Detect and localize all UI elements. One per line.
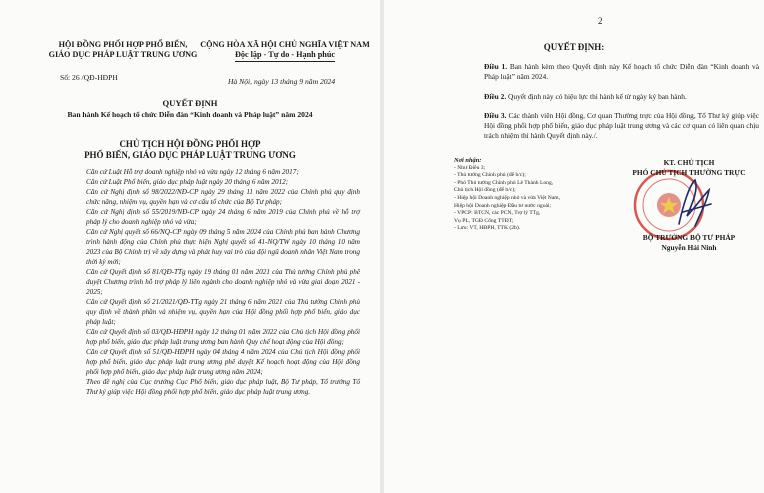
page-2 [384,0,764,493]
article-1-text: Ban hành kèm theo Quyết định này Kế hoạch tổ chức Diễn đàn “Kinh doanh và Pháp luật” năm 2024. [484,62,759,81]
page-1 [0,0,380,493]
signer-name: Nguyễn Hải Ninh [661,243,717,252]
place-date: Hà Nội, ngày 13 tháng 9 năm 2024 [228,77,336,86]
basis-item: Căn cứ Nghị định số 98/2022/NĐ-CP ngày 29 tháng 11 năm 2022 của Chính phủ quy định chức năng, nhiệm vụ, quyền hạn và cơ cấu tổ chức của Bộ Tư pháp; [86,188,360,206]
document-subtitle: Ban hành Kế hoạch tổ chức Diễn đàn “Kinh doanh và Pháp luật” năm 2024 [67,110,313,119]
signer-title: BỘ TRƯỞNG BỘ TƯ PHÁP [642,233,736,242]
signer-role-1: KT. CHỦ TỊCH [663,158,715,167]
national-header [190,40,380,62]
national-motto: Độc lập - Tự do - Hạnh phúc [234,50,336,59]
basis-item: Căn cứ Quyết định số 81/QĐ-TTg ngày 19 tháng 01 năm 2021 của Thủ tướng Chính phủ phê duyệt Chương trình hỗ trợ pháp lý liên ngành cho doanh nghiệp nhỏ và vừa giai đoạn 2021 - 2025; [86,268,360,296]
recipient-item: Hiệp hội Doanh nghiệp Đầu tư nước ngoài; [454,202,552,209]
recipient-item: - Phó Thủ tướng Chính phủ Lê Thành Long, [454,179,554,186]
council-line-2: GIÁO DỤC PHÁP LUẬT TRUNG ƯƠNG [48,50,198,59]
basis-item: Căn cứ Nghị quyết số 66/NQ-CP ngày 09 tháng 5 năm 2024 của Chính phủ ban hành Chương trình hành động của Chính phủ thực hiện Nghị quyết số 41-NQ/TW ngày 10 tháng 10 năm 2023 của Bộ Chính trị về xây dựng và phát huy vai trò của đội ngũ doanh nhân Việt Nam trong thời kỳ mới; [86,228,360,266]
article-3-text: Các thành viên Hội đồng, Cơ quan Thường trực của Hội đồng, Tổ Thư ký giúp việc Hội đồng phối hợp phổ biến, giáo dục pháp luật trung ương và các cơ quan có liên quan chịu trách nhiệm thi hành Quyết định này./. [484,111,759,140]
basis-item: Căn cứ Luật Hỗ trợ doanh nghiệp nhỏ và vừa ngày 12 tháng 6 năm 2017; [86,168,299,176]
handwritten-signature [669,176,719,231]
basis-item: Căn cứ Luật Phổ biến, giáo dục pháp luật ngày 20 tháng 6 năm 2012; [86,178,289,186]
recipient-item: - Thủ tướng Chính phủ (để b/c); [454,172,526,179]
council-line-1: HỘI ĐỒNG PHỐI HỢP PHỔ BIẾN, [58,40,188,49]
basis-item: Căn cứ Nghị định số 55/2019/NĐ-CP ngày 24 tháng 6 năm 2019 của Chính phủ về hỗ trợ pháp lý cho doanh nghiệp nhỏ và vừa; [86,208,360,226]
basis-item: Căn cứ Quyết định số 03/QĐ-HĐPH ngày 12 tháng 01 năm 2022 của Chủ tịch Hội đồng phối hợp phổ biến, giáo dục pháp luật trung ương ban hành Quy chế hoạt động của Hội đồng; [86,328,360,346]
recipient-item: - Như Điều 3; [454,164,486,171]
basis-item: Căn cứ Quyết định số 21/2021/QĐ-TTg ngày 21 tháng 6 năm 2021 của Thủ tướng Chính phủ quy định về thành phần và nhiệm vụ, quyền hạn của Hội đồng phối hợp phổ biến, giáo dục pháp luật; [86,298,360,326]
issuing-body [38,40,208,60]
recipient-item: - Lưu: VT, HĐPH, TTK (2b). [454,225,521,232]
basis-list [60,167,360,397]
article-3 [454,111,759,141]
document-title: QUYẾT ĐỊNH [162,98,218,108]
article-2 [454,92,759,102]
recipients-block [454,157,604,233]
signer-role-2: PHÓ CHỦ TỊCH THƯỜNG TRỰC [632,168,746,177]
decision-heading: QUYẾT ĐỊNH: [543,42,605,52]
recipient-item: - Hiệp hội Doanh nghiệp nhỏ và vừa Việt Nam, [454,194,561,201]
authority-line-1: CHỦ TỊCH HỘI ĐỒNG PHỐI HỢP [119,139,261,149]
article-2-label: Điều 2. [484,92,507,101]
authority-line-2: PHỔ BIẾN, GIÁO DỤC PHÁP LUẬT TRUNG ƯƠNG [84,150,296,160]
article-1 [454,62,759,82]
motto-underline [235,61,335,62]
recipient-item: Chủ tịch Hội đồng (để b/c); [454,187,516,194]
recipient-item: - VPCP: BTCN, các PCN, Trợ lý TTg, [454,210,541,217]
article-3-label: Điều 3. [484,111,507,120]
recipients-label: Nơi nhận: [454,157,482,164]
republic-name: CỘNG HÒA XÃ HỘI CHỦ NGHĨA VIỆT NAM [200,40,370,49]
recipient-item: Vụ PL, TGĐ Cổng TTĐT; [454,217,514,224]
article-1-label: Điều 1. [484,62,508,71]
article-2-text: Quyết định này có hiệu lực thi hành kể từ ngày ký ban hành. [506,92,687,101]
document-number: Số: 26 /QĐ-HĐPH [60,73,118,82]
page-number: 2 [598,16,603,26]
basis-item: Căn cứ Quyết định số 51/QĐ-HĐPH ngày 04 tháng 4 năm 2024 của Chủ tịch Hội đồng phối hợp phổ biến, giáo dục pháp luật trung ương phê duyệt Kế hoạch hoạt động của Hội đồng phối hợp phổ biến, giáo dục pháp luật trung ương năm 2024; [86,348,360,376]
basis-item: Theo đề nghị của Cục trưởng Cục Phổ biến, giáo dục pháp luật, Bộ Tư pháp, Tổ trưởng Tổ Thư ký giúp việc Hội đồng phối hợp phổ biến, giáo dục pháp luật trung ương. [86,378,360,396]
